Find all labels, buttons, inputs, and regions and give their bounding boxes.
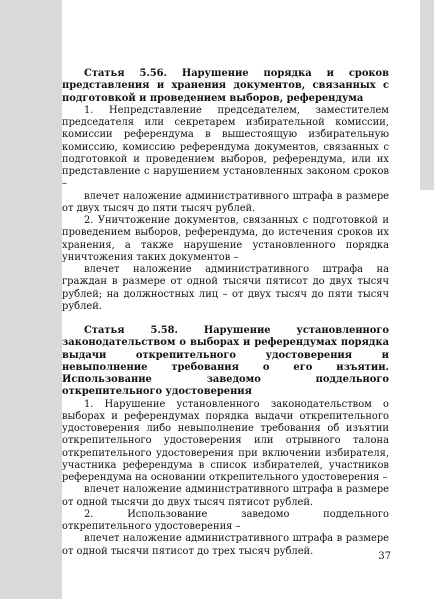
paragraph: 2. Использование заведомо поддельного открепительного удостоверения – — [62, 508, 389, 532]
paragraph: влечет наложение административного штрафа в размере от одной тысячи пятисот до трех тысяч рублей. — [62, 533, 389, 557]
paragraph: 1. Непредставление председателем, заместителем председателя или секретарем избирательной комиссии, комиссии референдума в вышестоящую избирательную комиссию, комиссию референдума документов, связанных с подготовкой и проведением выборов, референдума, или их представление с нарушением установленных законом сроков – — [62, 104, 389, 190]
page-number: 37 — [378, 551, 391, 562]
paragraph: 2. Уничтожение документов, связанных с подготовкой и проведением выборов, референдума, до истечения сроков их хранения, а также нарушение установленного порядка уничтожения таких документов – — [62, 215, 389, 263]
section-gap — [62, 313, 389, 325]
article-heading: Статья 5.58. Нарушение установленного законодательством о выборах и референдумах порядка выдачи открепительного удостоверения и невыполнение требования о его изъятии. Использование заведомо поддельного открепительного удостоверения — [62, 325, 389, 398]
paragraph: влечет наложение административного штрафа в размере от одной тысячи до двух тысяч пятисот рублей. — [62, 484, 389, 508]
page-content — [62, 68, 389, 558]
left-margin-panel — [0, 0, 62, 599]
article-heading: Статья 5.56. Нарушение порядка и сроков представления и хранения документов, связанных с подготовкой и проведением выборов, референдума — [62, 68, 389, 104]
paragraph: влечет наложение административного штрафа в размере от двух тысяч до пяти тысяч рублей. — [62, 190, 389, 214]
article-5-56 — [62, 68, 389, 313]
paragraph: 1. Нарушение установленного законодательством о выборах и референдумах порядка выдачи открепительного удостоверения либо невыполнение требования об изъятии открепительного удостоверения или отрывного талона открепительного удостоверения при включении избирателя, участника референдума в список избирателей, участников референдума на основании открепительного удостоверения – — [62, 398, 389, 483]
paragraph: влечет наложение административного штрафа на граждан в размере от одной тысячи пятисот до двух тысяч рублей; на должностных лиц – от двух тысяч до пяти тысяч рублей. — [62, 264, 389, 312]
article-5-58 — [62, 325, 389, 558]
right-edge-tab — [420, 0, 434, 190]
